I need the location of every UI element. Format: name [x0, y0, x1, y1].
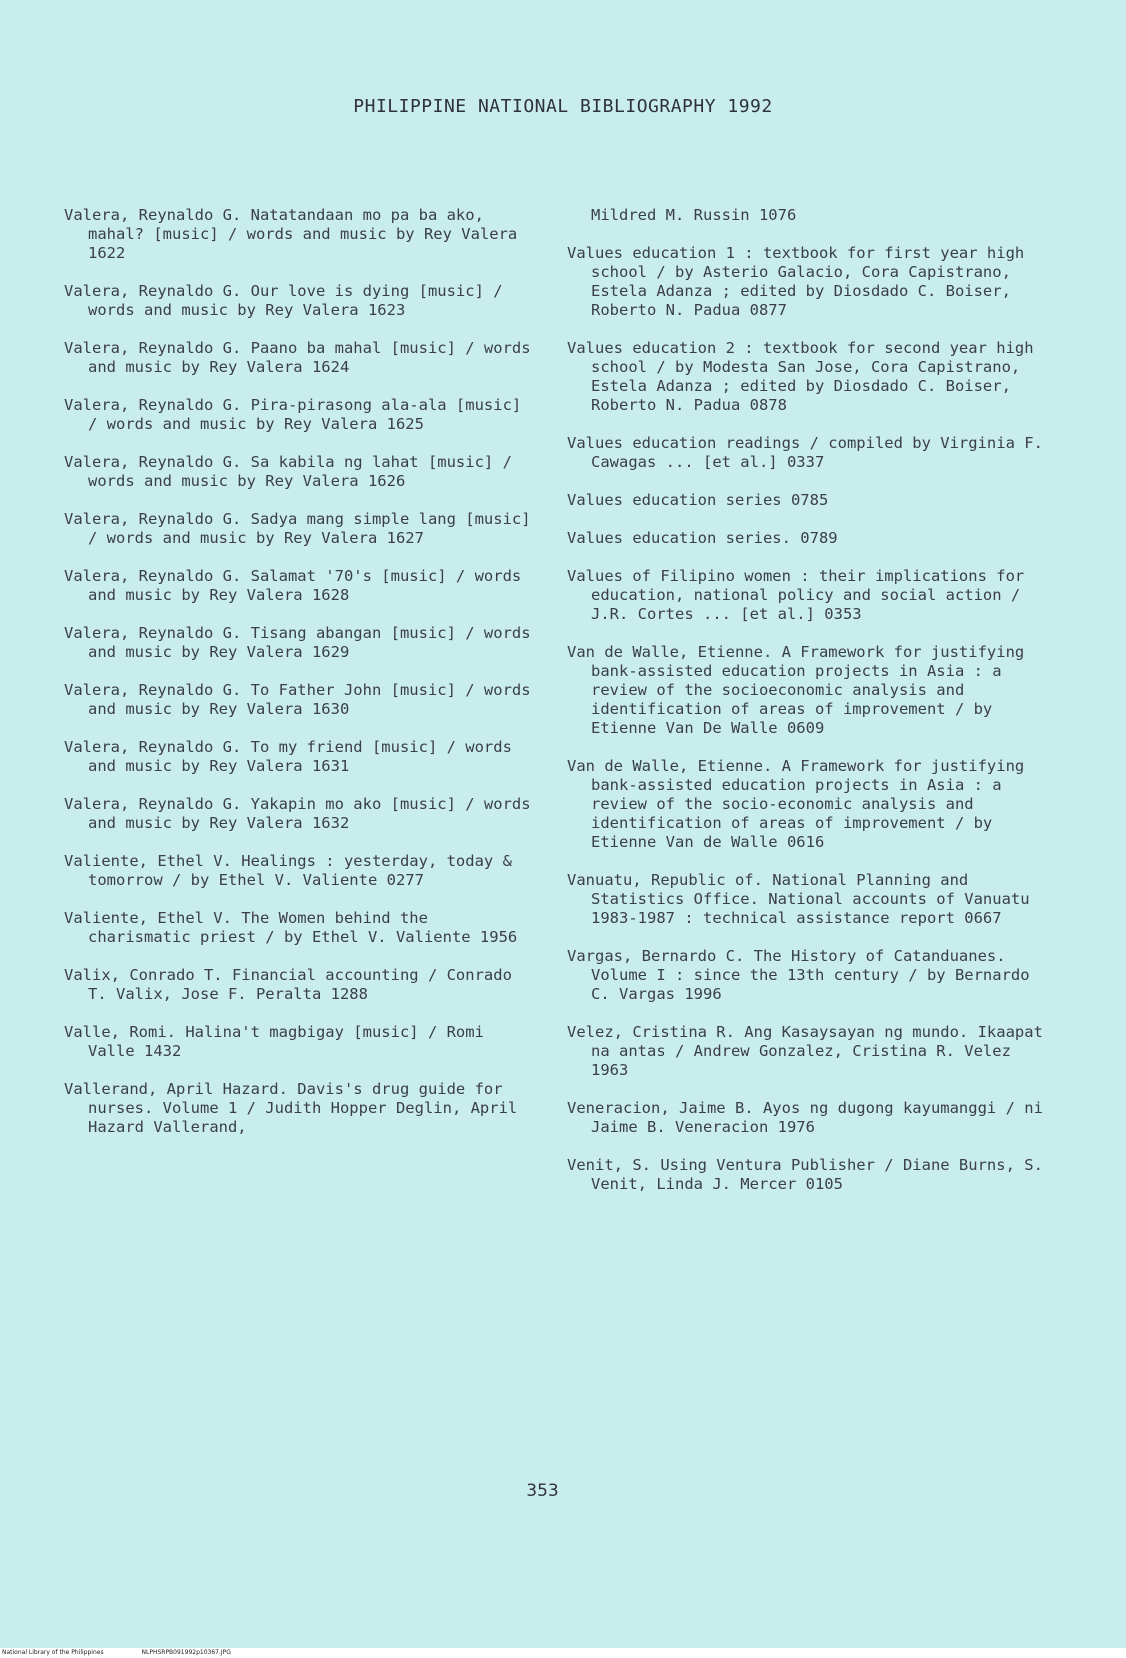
bibliography-entry: Valera, Reynaldo G. Salamat '70's [music] / words and music by Rey Valera 1628 [64, 567, 522, 604]
scan-source: National Library of the Philippines [2, 1649, 104, 1656]
bibliography-entry: Valera, Reynaldo G. Paano ba mahal [music] / words and music by Rey Valera 1624 [64, 339, 531, 376]
page-title: PHILIPPINE NATIONAL BIBLIOGRAPHY 1992 [353, 96, 773, 117]
bibliography-entry: Values education 2 : textbook for second year high school / by Modesta San Jose, Cora Capistrano, Estela Adanza ; edited by Diosdado C. Boiser, Roberto N. Padua 0878 [567, 339, 1034, 414]
scan-footer [0, 1648, 1126, 1658]
scan-filename: NLPHSRPB091992p10367.JPG [141, 1649, 231, 1656]
bibliography-entry: Valera, Reynaldo G. To my friend [music] / words and music by Rey Valera 1631 [64, 738, 512, 775]
bibliography-entry: Venit, S. Using Ventura Publisher / Diane Burns, S. Venit, Linda J. Mercer 0105 [567, 1156, 1043, 1193]
bibliography-entry: Valera, Reynaldo G. Tisang abangan [music] / words and music by Rey Valera 1629 [64, 624, 531, 661]
bibliography-entry: Valera, Reynaldo G. Natatandaan mo pa ba ako, mahal? [music] / words and music by Rey Valera 1622 [64, 206, 518, 262]
bibliography-entry: Vargas, Bernardo C. The History of Catanduanes. Volume I : since the 13th century / by Bernardo C. Vargas 1996 [567, 947, 1030, 1003]
bibliography-entry: Valera, Reynaldo G. Sadya mang simple lang [music] / words and music by Rey Valera 1627 [64, 510, 531, 547]
bibliography-entry: Valera, Reynaldo G. Our love is dying [music] / words and music by Rey Valera 1623 [64, 282, 503, 319]
bibliography-entry: Vallerand, April Hazard. Davis's drug guide for nurses. Volume 1 / Judith Hopper Deglin, April Hazard Vallerand, [64, 1080, 518, 1136]
bibliography-entry: Van de Walle, Etienne. A Framework for justifying bank-assisted education projects in Asia : a review of the socioeconomic analysis and identification of areas of improvement / by Etienne Van De Walle 0609 [567, 643, 1025, 737]
bibliography-entry: Valera, Reynaldo G. Sa kabila ng lahat [music] / words and music by Rey Valera 1626 [64, 453, 512, 490]
bibliography-entry: Valix, Conrado T. Financial accounting / Conrado T. Valix, Jose F. Peralta 1288 [64, 966, 512, 1003]
bibliography-entry: Values education readings / compiled by Virginia F. Cawagas ... [et al.] 0337 [567, 434, 1043, 471]
left-column [64, 206, 534, 1156]
bibliography-entry-continuation: Mildred M. Russin 1076 [591, 206, 797, 224]
bibliography-entry: Veneracion, Jaime B. Ayos ng dugong kayumanggi / ni Jaime B. Veneracion 1976 [567, 1099, 1043, 1136]
bibliography-entry: Vanuatu, Republic of. National Planning and Statistics Office. National accounts of Vanuatu 1983-1987 : technical assistance report 0667 [567, 871, 1030, 927]
bibliography-entry: Velez, Cristina R. Ang Kasaysayan ng mundo. Ikaapat na antas / Andrew Gonzalez, Cristina R. Velez 1963 [567, 1023, 1043, 1079]
bibliography-entry: Valle, Romi. Halina't magbigay [music] / Romi Valle 1432 [64, 1023, 484, 1060]
bibliography-entry: Van de Walle, Etienne. A Framework for justifying bank-assisted education projects in Asia : a review of the socio-economic analysis and identification of areas of improvement / by Etienne Van de Walle 0616 [567, 757, 1025, 851]
page-number: 353 [526, 1481, 559, 1501]
bibliography-entry: Values education series. 0789 [567, 529, 838, 547]
bibliography-entry: Valera, Reynaldo G. Yakapin mo ako [music] / words and music by Rey Valera 1632 [64, 795, 531, 832]
bibliography-entry: Values education series 0785 [567, 491, 829, 509]
bibliography-entry: Valera, Reynaldo G. To Father John [music] / words and music by Rey Valera 1630 [64, 681, 531, 718]
bibliography-entry: Valera, Reynaldo G. Pira-pirasong ala-ala [music] / words and music by Rey Valera 1625 [64, 396, 522, 433]
bibliography-entry: Valiente, Ethel V. Healings : yesterday, today & tomorrow / by Ethel V. Valiente 0277 [64, 852, 512, 889]
bibliography-entry: Valiente, Ethel V. The Women behind the charismatic priest / by Ethel V. Valiente 1956 [64, 909, 518, 946]
bibliography-entry: Values education 1 : textbook for first year high school / by Asterio Galacio, Cora Capistrano, Estela Adanza ; edited by Diosdado C. Boiser, Roberto N. Padua 0877 [567, 244, 1025, 319]
right-column [567, 206, 1047, 1213]
bibliography-entry: Values of Filipino women : their implications for education, national policy and social action / J.R. Cortes ... [et al.] 0353 [567, 567, 1025, 623]
